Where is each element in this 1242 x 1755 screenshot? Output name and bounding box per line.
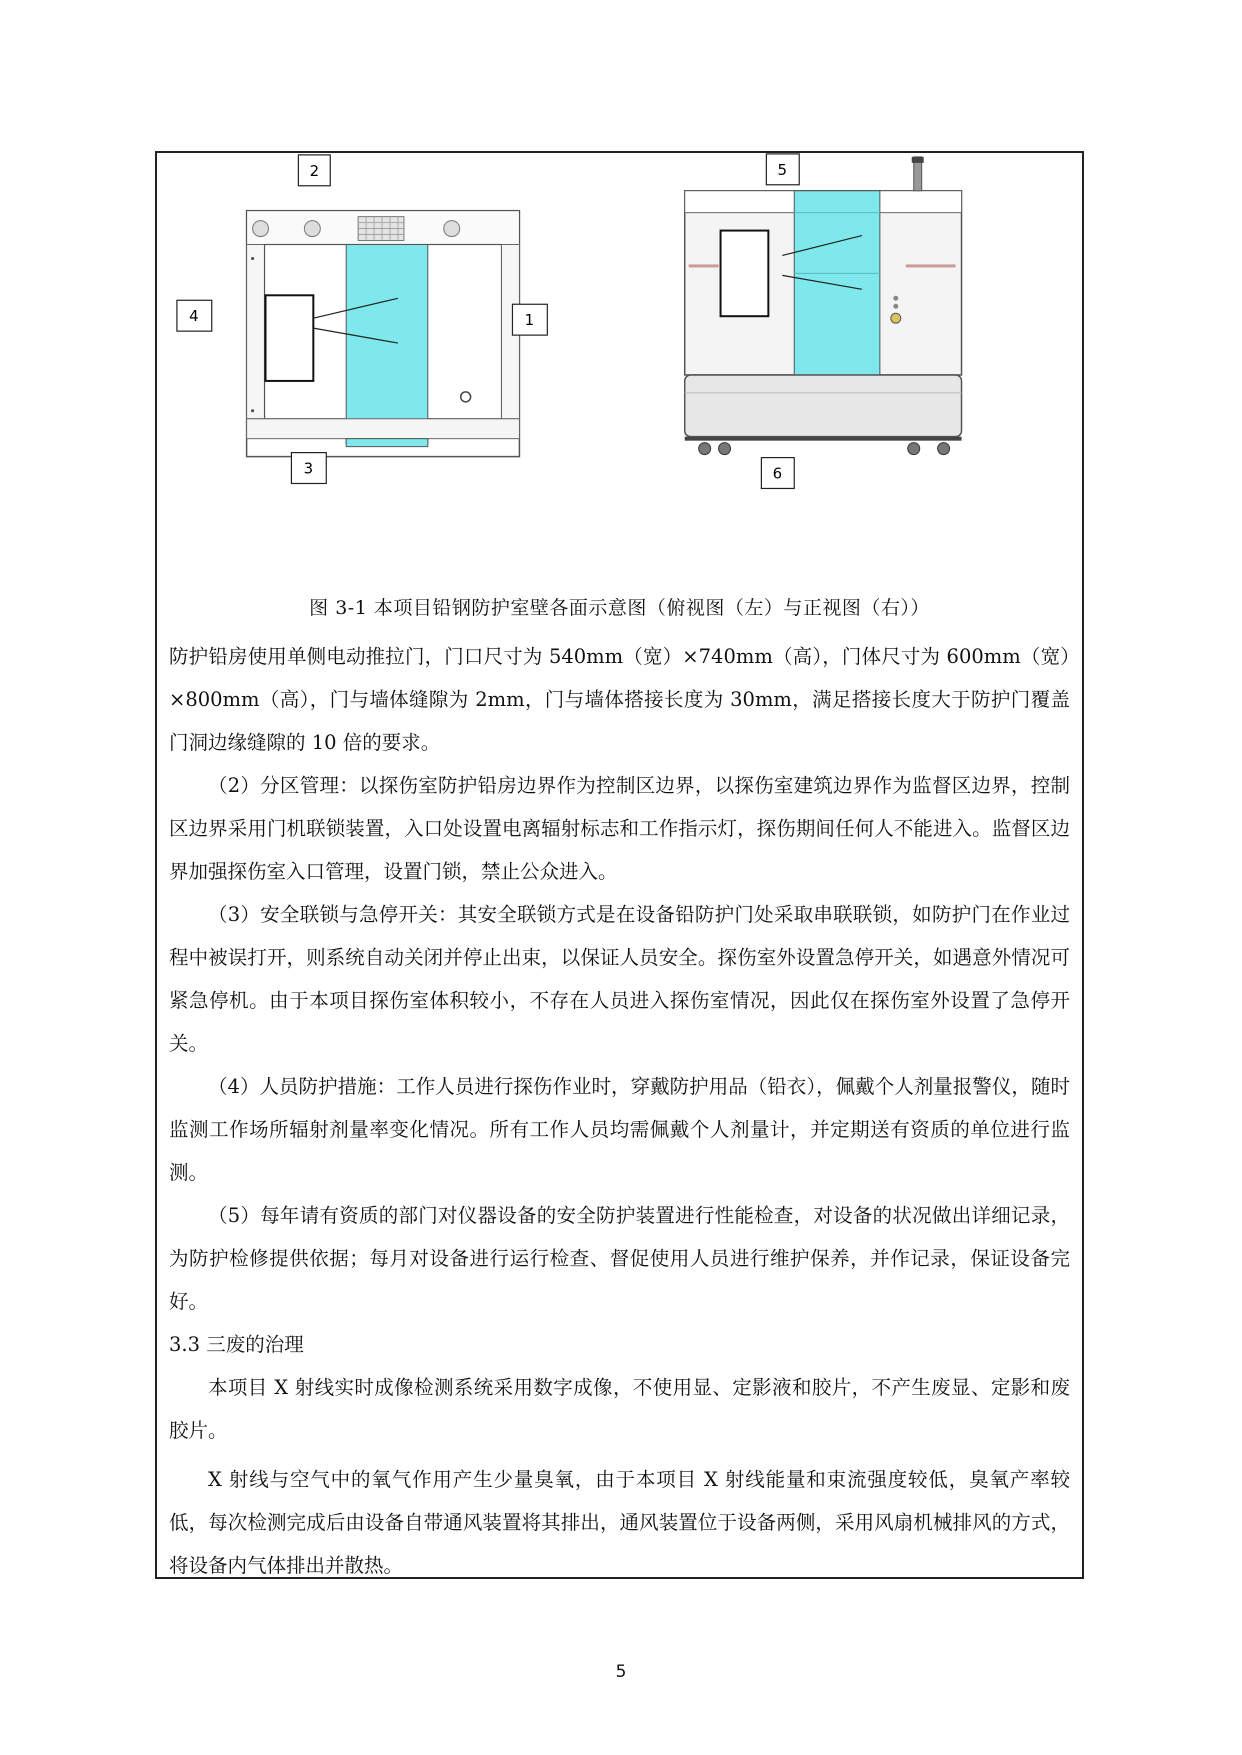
paragraph-zoning: （2）分区管理：以探伤室防护铅房边界作为控制区边界，以探伤室建筑边界作为监督区边界，控制区边界采用门机联锁装置，入口处设置电离辐射标志和工作指示灯，探伤期间任何人不能进入。监督区边界加强探伤室入口管理，设置门锁，禁止公众进入。 bbox=[169, 774, 1070, 883]
label-6 bbox=[761, 458, 794, 489]
paragraph-inspection: （5）每年请有资质的部门对仪器设备的安全防护装置进行性能检查，对设备的状况做出详细记录，为防护检修提供依据；每月对设备进行运行检查、督促使用人员进行维护保养，并作记录，保证设备完好。 bbox=[169, 1204, 1070, 1313]
emergency-stop-icon bbox=[891, 313, 901, 323]
paragraph-door: 防护铅房使用单侧电动推拉门，门口尺寸为 540mm（宽）×740mm（高），门体尺寸为 600mm（宽）×800mm（高），门与墙体缝隙为 2mm，门与墙体搭接长度为 30mm，满足搭接长度大于防护门覆盖门洞边缘缝隙的 10 倍的要求。 bbox=[169, 645, 1070, 754]
front-view-base bbox=[685, 375, 962, 437]
front-view-lead-window bbox=[794, 191, 880, 375]
label-3-text: 3 bbox=[303, 459, 314, 478]
label-2 bbox=[298, 155, 330, 186]
front-view-diagram bbox=[685, 157, 962, 455]
label-6-text: 6 bbox=[772, 464, 783, 483]
figure-3-1 bbox=[157, 153, 1082, 573]
button-icon bbox=[461, 392, 471, 402]
body-text bbox=[169, 635, 1070, 1587]
paragraph-waste-2: X 射线与空气中的氧气作用产生少量臭氧，由于本项目 X 射线能量和束流强度较低，臭氧产率较低，每次检测完成后由设备自带通风装置将其排出，通风装置位于设备两侧，采用风扇机械排风的方式，将设备内气体排出并散热。 bbox=[169, 1468, 1070, 1577]
caster-wheel-icon bbox=[719, 443, 731, 455]
top-view-left-column bbox=[247, 245, 265, 419]
label-1-text: 1 bbox=[524, 311, 535, 330]
fan-icon bbox=[304, 221, 320, 237]
label-4 bbox=[177, 300, 212, 331]
label-5-text: 5 bbox=[777, 160, 788, 179]
label-3 bbox=[291, 453, 326, 484]
page-number: 5 bbox=[615, 1662, 627, 1682]
caster-wheel-icon bbox=[699, 443, 711, 455]
indicator-light-icon bbox=[893, 304, 898, 309]
fan-icon bbox=[253, 221, 269, 237]
label-1 bbox=[512, 304, 547, 335]
caster-wheel-icon bbox=[908, 443, 920, 455]
top-view-lead-window bbox=[346, 245, 428, 444]
label-4-text: 4 bbox=[189, 307, 199, 326]
caster-wheel-icon bbox=[938, 443, 950, 455]
top-view-control-panel bbox=[266, 295, 314, 381]
content-frame bbox=[155, 151, 1084, 1579]
section-heading: 3.3 三废的治理 bbox=[169, 1333, 304, 1356]
paragraph-interlock: （3）安全联锁与急停开关：其安全联锁方式是在设备铅防护门处采取串联联锁，如防护门在作业过程中被误打开，则系统自动关闭并停止出束，以保证人员安全。探伤室外设置急停开关，如遇意外情况可紧急停机。由于本项目探伤室体积较小，不存在人员进入探伤室情况，因此仅在探伤室外设置了急停开关。 bbox=[169, 903, 1070, 1055]
top-view-bottom-plate bbox=[247, 419, 520, 439]
label-5 bbox=[766, 154, 799, 185]
fan-icon bbox=[444, 221, 460, 237]
indicator-light-icon bbox=[893, 296, 898, 301]
paragraph-waste-1: 本项目 X 射线实时成像检测系统采用数字成像，不使用显、定影液和胶片，不产生废显、定影和废胶片。 bbox=[169, 1376, 1070, 1442]
figure-caption: 图 3-1 本项目铅钢防护室壁各面示意图（俯视图（左）与正视图（右）） bbox=[309, 597, 930, 619]
front-view-control-panel bbox=[721, 231, 769, 317]
top-view-diagram bbox=[247, 211, 520, 457]
label-2-text: 2 bbox=[309, 161, 320, 180]
paragraph-personnel: （4）人员防护措施：工作人员进行探伤作业时，穿戴防护用品（铅衣），佩戴个人剂量报警仪，随时监测工作场所辐射剂量率变化情况。所有工作人员均需佩戴个人剂量计，并定期送有资质的单位进行监测。 bbox=[169, 1075, 1070, 1184]
top-view-door-track bbox=[346, 439, 428, 447]
